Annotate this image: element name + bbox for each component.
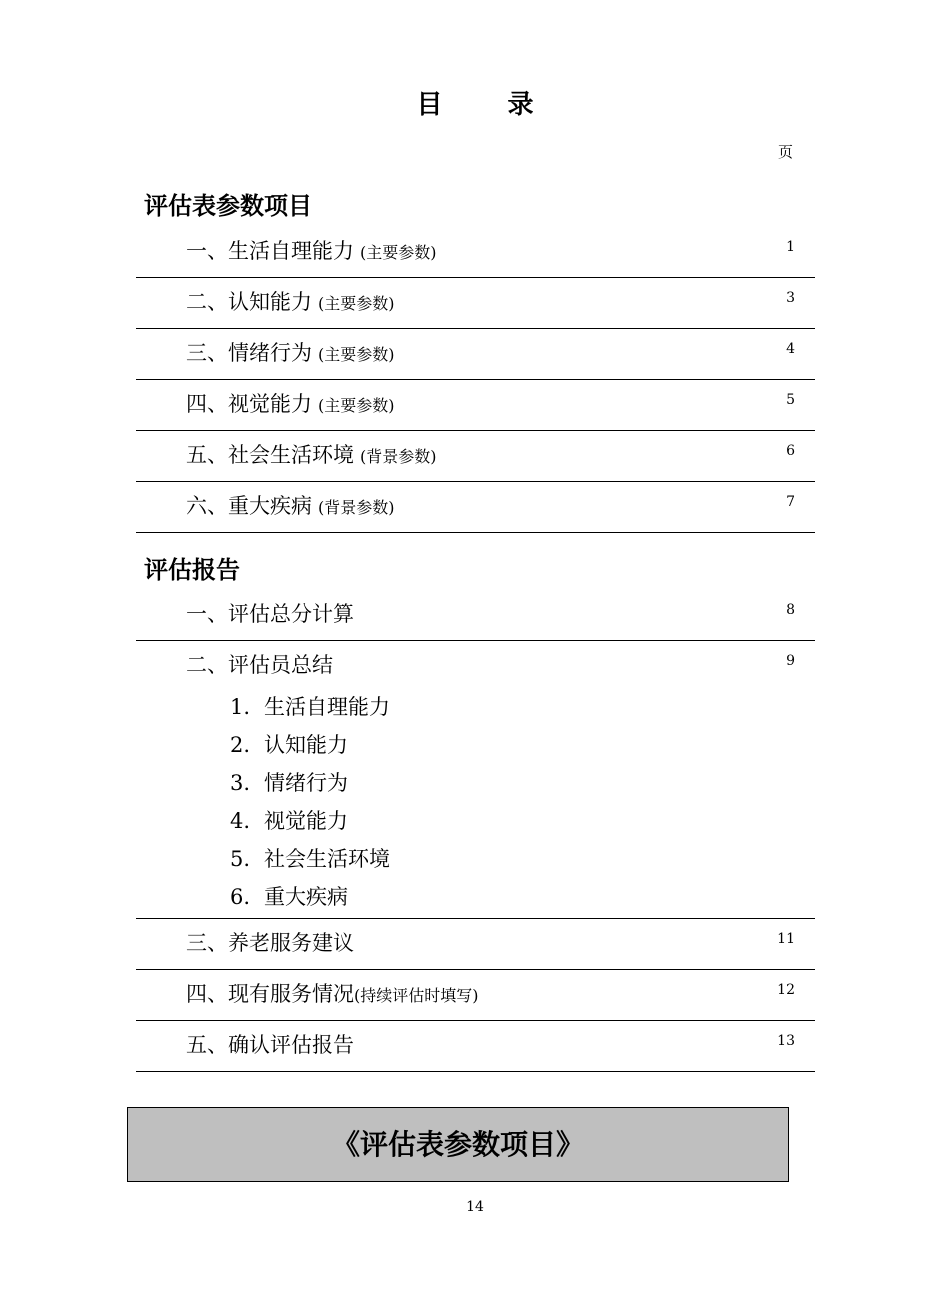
toc-entry-note: (主要参数) <box>318 396 395 415</box>
toc-entry[interactable] <box>136 329 815 380</box>
toc-entry[interactable] <box>136 482 815 533</box>
toc-entry-label: 六、重大疾病 (背景参数) <box>186 494 395 518</box>
toc-entry-page: 12 <box>777 982 795 998</box>
toc-title: 目 录 <box>416 90 562 120</box>
section-heading-parameters: 评估表参数项目 <box>144 192 312 220</box>
toc-entry-page: 5 <box>786 392 795 408</box>
toc-entry-page: 13 <box>777 1033 795 1049</box>
toc-entry[interactable] <box>136 431 815 482</box>
toc-entry-label: 四、现有服务情况(持续评估时填写) <box>186 982 479 1006</box>
toc-subitem[interactable]: 6. 重大疾病 <box>230 885 348 909</box>
toc-subitem[interactable]: 5. 社会生活环境 <box>230 847 390 871</box>
toc-entry-label: 五、确认评估报告 <box>186 1033 354 1057</box>
toc-entry-label: 二、认知能力 (主要参数) <box>186 290 395 314</box>
toc-entry-label: 四、视觉能力 (主要参数) <box>186 392 395 416</box>
toc-entry-label: 三、养老服务建议 <box>186 931 354 955</box>
toc-entry[interactable] <box>136 278 815 329</box>
toc-entry[interactable] <box>136 1021 815 1072</box>
toc-subitem[interactable]: 3. 情绪行为 <box>230 771 348 795</box>
toc-entry-page: 4 <box>786 341 795 357</box>
toc-entry[interactable] <box>136 970 815 1021</box>
toc-entry-page: 11 <box>777 931 795 947</box>
toc-subitem[interactable]: 4. 视觉能力 <box>230 809 348 833</box>
toc-subitem[interactable]: 1. 生活自理能力 <box>230 695 390 719</box>
toc-entry-label: 三、情绪行为 (主要参数) <box>186 341 395 365</box>
toc-entry-label: 一、生活自理能力 (主要参数) <box>186 239 437 263</box>
toc-entry[interactable] <box>136 590 815 641</box>
toc-entry[interactable] <box>136 641 815 919</box>
page-column-label: 页 <box>778 143 794 161</box>
toc-subitem-list <box>230 691 390 919</box>
toc-entry-label: 五、社会生活环境 (背景参数) <box>186 443 437 467</box>
toc-entry-page: 8 <box>786 602 795 618</box>
toc-entry-page: 9 <box>786 653 795 669</box>
toc-entry-note: (主要参数) <box>318 294 395 313</box>
toc-entry-note: (持续评估时填写) <box>354 986 479 1005</box>
toc-entry-note: (背景参数) <box>360 447 437 466</box>
toc-entry-page: 1 <box>786 239 795 255</box>
section-heading-report: 评估报告 <box>144 556 240 584</box>
toc-list-report <box>136 590 815 1072</box>
toc-subitem[interactable]: 2. 认知能力 <box>230 733 348 757</box>
toc-entry-label: 一、评估总分计算 <box>186 602 354 626</box>
toc-entry-label: 二、评估员总结 <box>186 653 333 677</box>
toc-entry-page: 7 <box>786 494 795 510</box>
toc-entry[interactable] <box>136 227 815 278</box>
toc-entry[interactable] <box>136 380 815 431</box>
toc-entry-page: 6 <box>786 443 795 459</box>
toc-entry-note: (主要参数) <box>360 243 437 262</box>
toc-list-parameters <box>136 227 815 533</box>
page-number: 14 <box>466 1199 484 1215</box>
toc-entry[interactable] <box>136 919 815 970</box>
toc-entry-note: (主要参数) <box>318 345 395 364</box>
toc-entry-page: 3 <box>786 290 795 306</box>
toc-entry-note: (背景参数) <box>318 498 395 517</box>
section-banner: 《评估表参数项目》 <box>127 1107 789 1182</box>
